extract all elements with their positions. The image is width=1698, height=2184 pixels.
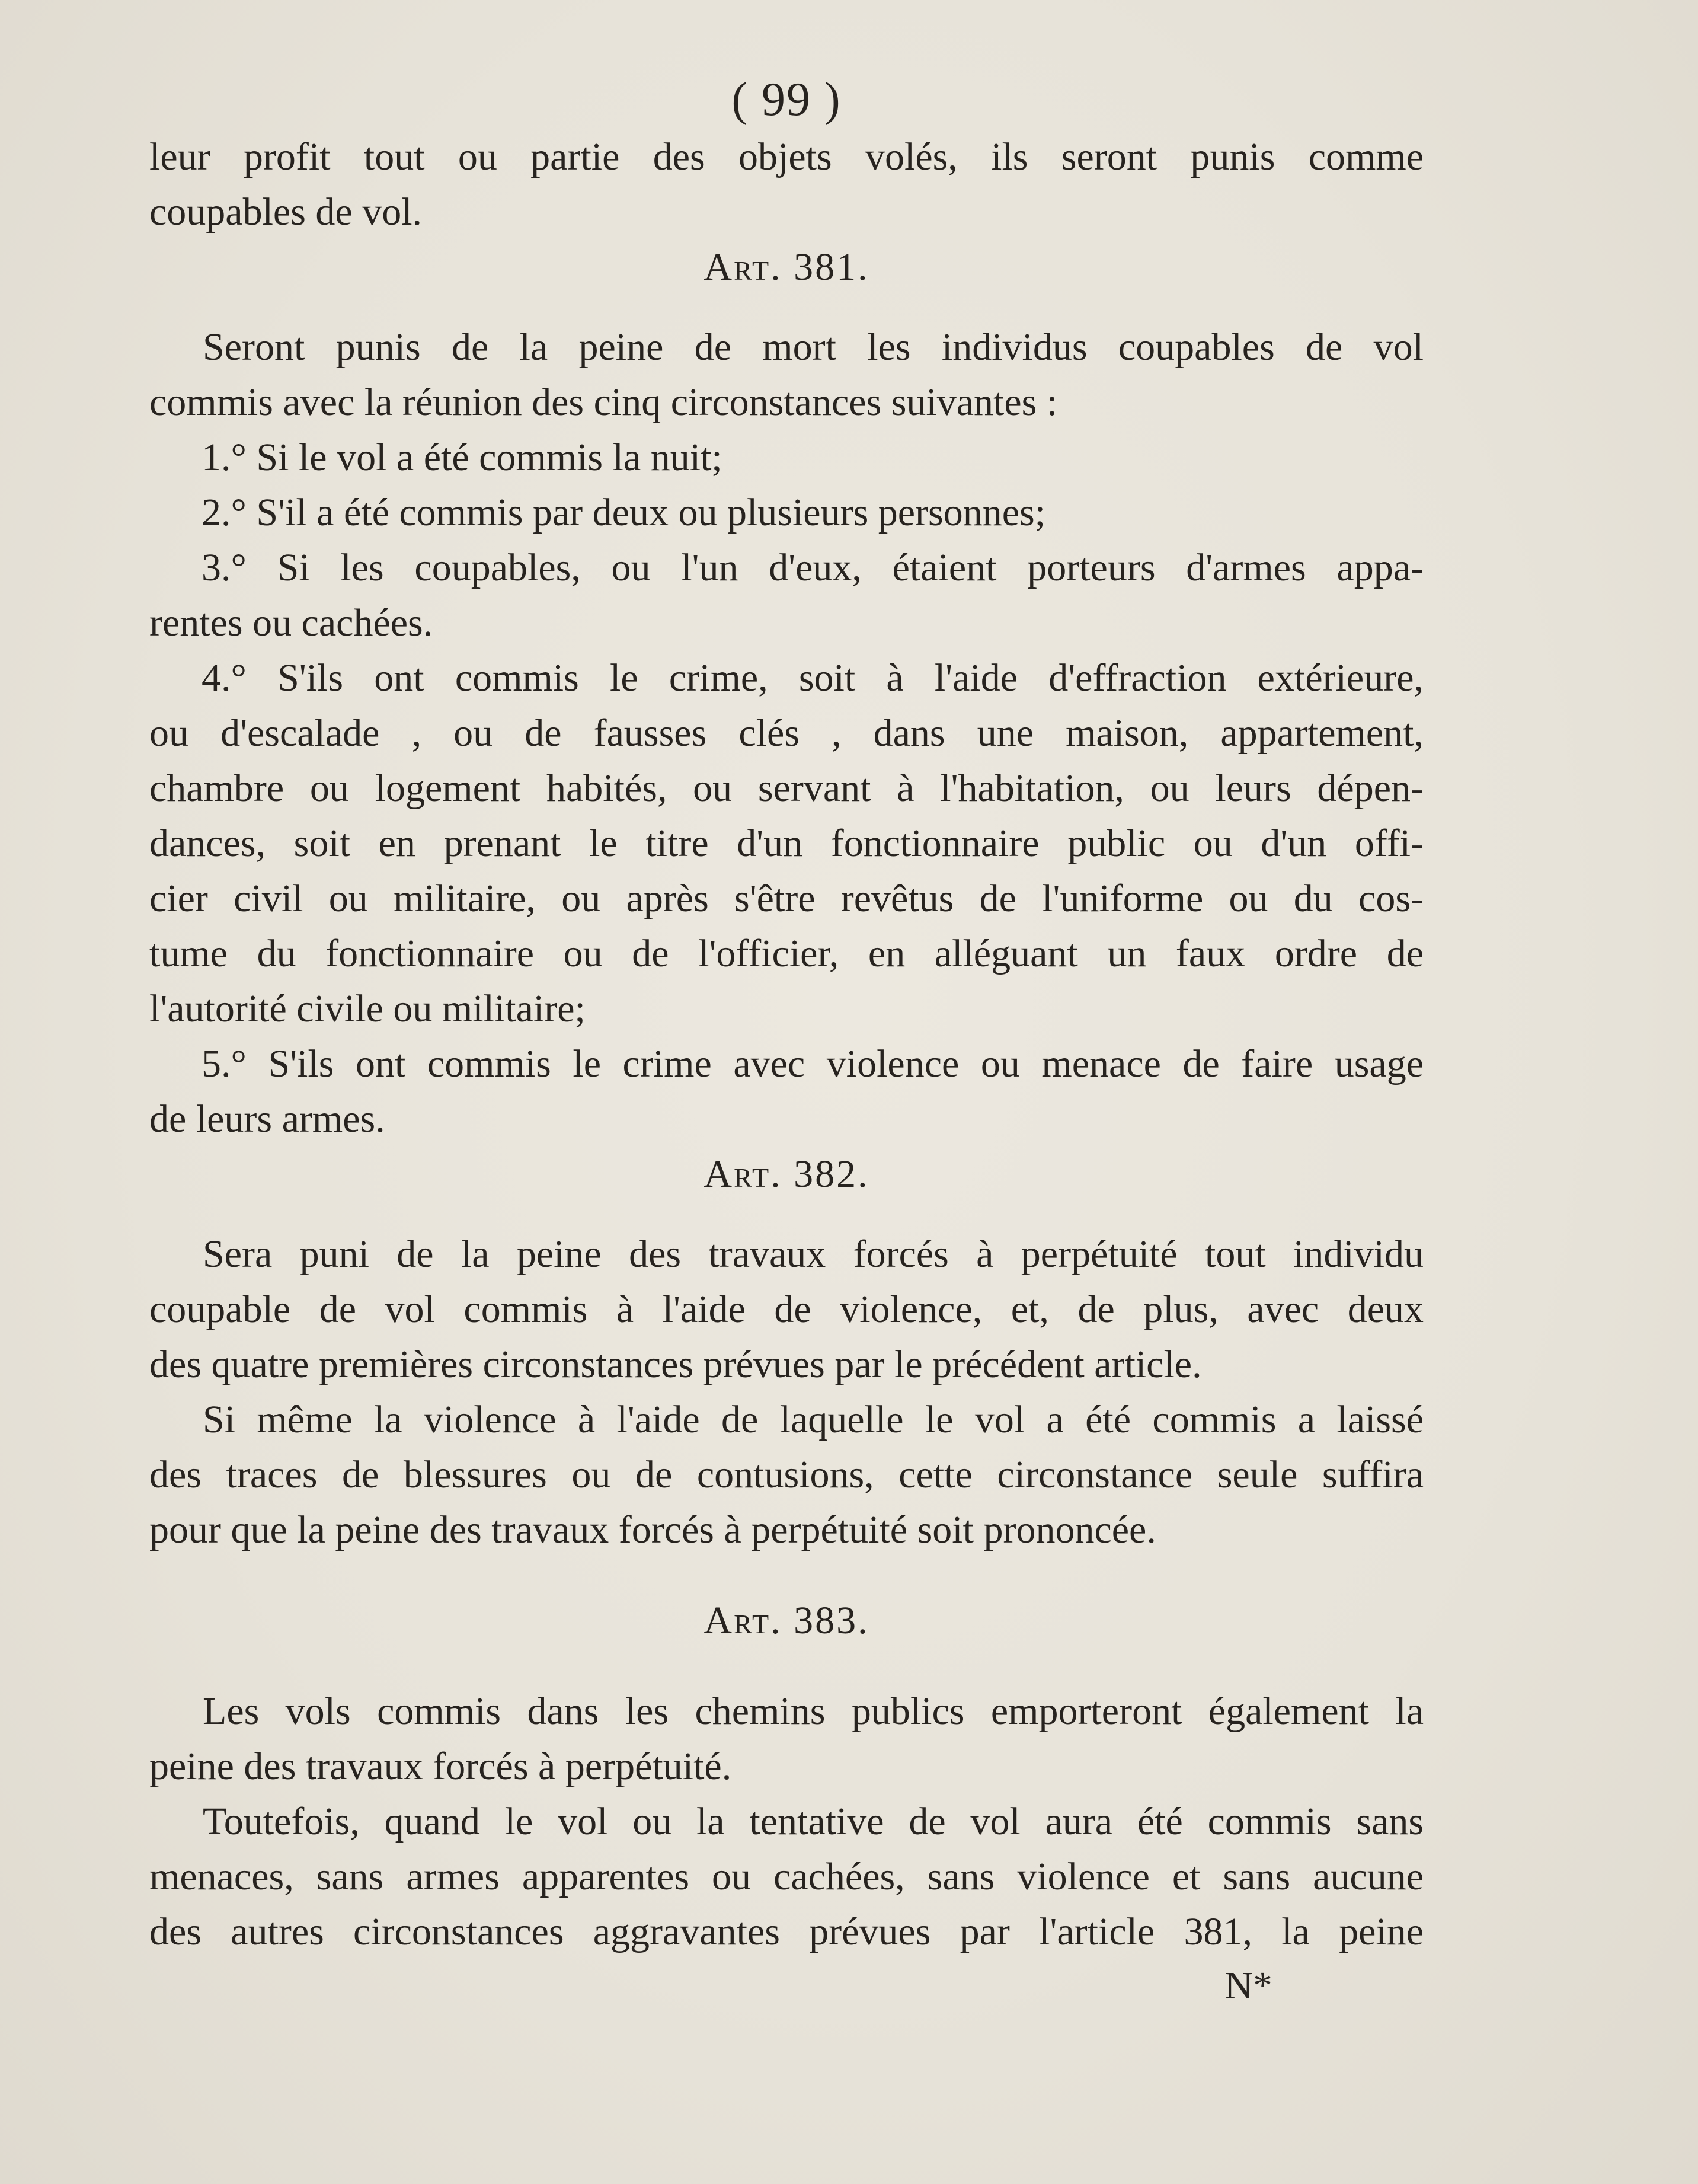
text-line: chambre ou logement habités, ou servant à l'habitation, ou leurs dépen- [149,767,1424,810]
text-line: des quatre premières circonstances prévues par le précédent article. [149,1343,1202,1386]
text-line: Sera puni de la peine des travaux forcés à perpétuité tout individu [203,1233,1424,1276]
text-line: leur profit tout ou partie des objets volés, ils seront punis comme [149,135,1424,178]
list-item: 5.° S'ils ont commis le crime avec violence ou menace de faire usage [202,1042,1424,1085]
text-line: commis avec la réunion des cinq circonstances suivantes : [149,381,1058,424]
signature-mark: N* [1224,1964,1272,2007]
article-heading-383: Art. 383. [703,1599,869,1642]
text-line: tume du fonctionnaire ou de l'officier, en alléguant un faux ordre de [149,932,1424,975]
text-line: Toutefois, quand le vol ou la tentative de vol aura été commis sans [203,1800,1424,1843]
text-line: dances, soit en prenant le titre d'un fonctionnaire public ou d'un offi- [149,822,1424,865]
text-line: cier civil ou militaire, ou après s'être revêtus de l'uniforme ou du cos- [149,877,1424,920]
text-line: Les vols commis dans les chemins publics emporteront également la [203,1690,1424,1733]
list-item: 2.° S'il a été commis par deux ou plusieurs personnes; [202,491,1046,534]
text-line: coupable de vol commis à l'aide de violence, et, de plus, avec deux [149,1288,1424,1331]
text-line: de leurs armes. [149,1097,385,1141]
article-heading-382: Art. 382. [703,1152,869,1196]
article-heading-381: Art. 381. [703,245,869,289]
list-item: 3.° Si les coupables, ou l'un d'eux, étaient porteurs d'armes appa- [202,546,1424,589]
text-block [149,70,1424,2013]
text-line: Seront punis de la peine de mort les individus coupables de vol [203,325,1424,369]
text-line: rentes ou cachées. [149,601,433,644]
text-line: menaces, sans armes apparentes ou cachées, sans violence et sans aucune [149,1855,1424,1898]
page-number: ( 99 ) [731,74,842,126]
text-line: des autres circonstances aggravantes prévues par l'article 381, la peine [149,1910,1424,1953]
list-item: 1.° Si le vol a été commis la nuit; [202,436,722,479]
list-item: 4.° S'ils ont commis le crime, soit à l'aide d'effraction extérieure, [202,656,1424,700]
text-line: pour que la peine des travaux forcés à perpétuité soit prononcée. [149,1508,1156,1551]
text-line: peine des travaux forcés à perpétuité. [149,1745,732,1788]
text-line: coupables de vol. [149,190,423,234]
text-line: ou d'escalade , ou de fausses clés , dans une maison, appartement, [149,711,1424,755]
text-line: Si même la violence à l'aide de laquelle le vol a été commis a laissé [203,1398,1424,1441]
text-line: l'autorité civile ou militaire; [149,987,586,1030]
text-line: des traces de blessures ou de contusions, cette circonstance seule suffira [149,1453,1424,1496]
